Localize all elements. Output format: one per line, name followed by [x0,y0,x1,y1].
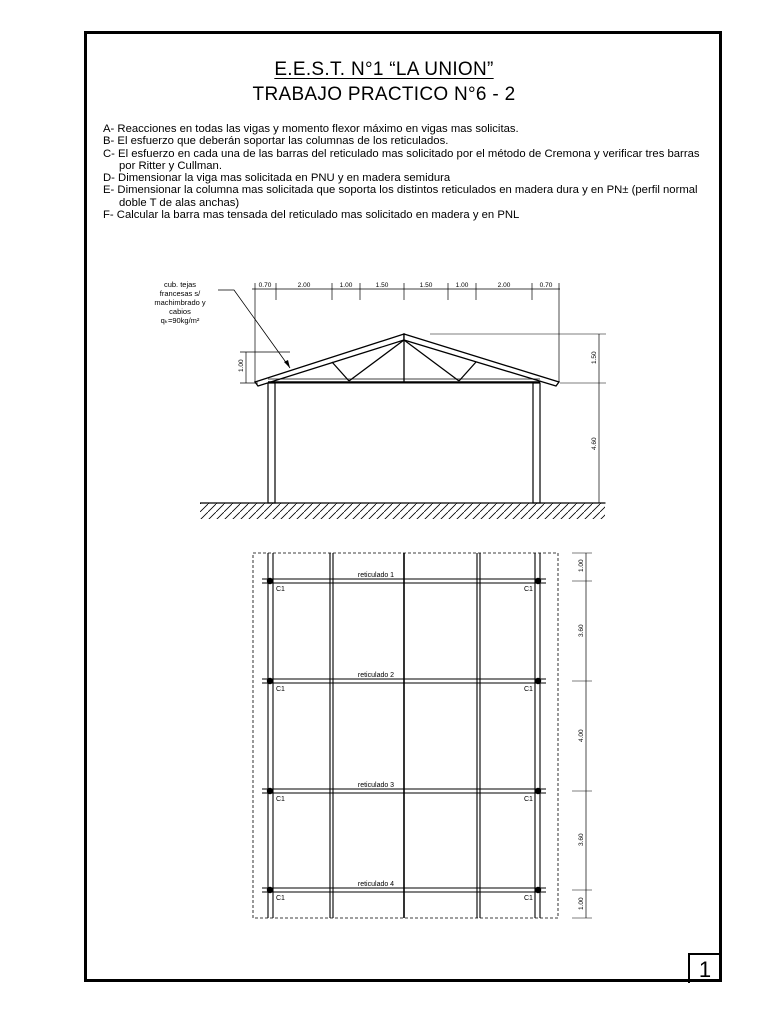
dim-label: 0.70 [258,282,272,289]
plan-view [253,553,592,918]
elevation-view [200,283,606,519]
plan-dim-label: 1.00 [578,559,585,572]
dim-label: 1.00 [455,282,469,289]
top-dimension-labels [259,282,553,289]
column-marker [535,578,541,584]
truss-diagonal [459,362,476,381]
left-column [268,383,275,503]
column-marker [535,788,541,794]
roof-note-line: qₖ=90kg/m² [160,316,200,325]
truss-label: reticulado 3 [357,782,395,789]
plan-outline-dashed [253,553,558,918]
task-item: B- El esfuerzo que deberán soportar las columnas de los reticulados. [103,135,449,148]
assignment-title: TRABAJO PRACTICO N°6 - 2 [252,84,516,105]
page-number: 1 [688,953,720,983]
ground-hatch [200,503,605,519]
column-marker [267,788,273,794]
column-marker [535,678,541,684]
dim-label: 1.50 [419,282,433,289]
truss-label: reticulado 4 [357,881,395,888]
roof-note-line: cub. tejas [163,280,197,289]
dim-label: 1.50 [375,282,389,289]
dim-label: 2.00 [297,282,311,289]
truss-labels [358,572,394,888]
roof-rafter-left [255,334,404,386]
dim-label: 2.00 [497,282,511,289]
roof-note-leader [218,290,290,368]
plan-dimension-labels [578,559,585,910]
roof-note-line: machimbrado y [154,298,206,307]
column-label: C1 [276,895,285,902]
column-label: C1 [524,686,533,693]
dim-label: 0.70 [539,282,553,289]
column-label: C1 [524,586,533,593]
plan-dim-label: 3.60 [578,833,585,846]
plan-dim-label: 1.00 [578,897,585,910]
column-label: C1 [524,895,533,902]
roof-rafter-right [404,334,559,386]
column-marker [267,578,273,584]
roof-note-line: cabios [169,307,191,316]
right-dim-label: 1.50 [591,351,598,364]
task-item: C- El esfuerzo en cada una de las barras del reticulado mas solicitado por el método de Cremona y verificar tres barras por Ritter y Cullman. [103,147,700,172]
truss-label: reticulado 2 [357,672,395,679]
column-marker [535,887,541,893]
task-item: D- Dimensionar la viga mas solicitada en PNU y en madera semidura [103,172,451,185]
column-marker [267,678,273,684]
plan-dim-label: 4.00 [578,729,585,742]
truss-diagonal [332,362,349,381]
column-label: C1 [276,686,285,693]
column-marker [267,887,273,893]
column-label: C1 [276,796,285,803]
roof-note-line: francesas s/ [159,289,201,298]
truss-label: reticulado 1 [357,572,395,579]
roof-note [154,280,206,325]
task-item: E- Dimensionar la columna mas solicitada que soporta los distintos reticulados en madera dura y en PN± (perfil normal doble T de alas anchas) [103,184,698,209]
dim-label: 1.00 [339,282,353,289]
task-item: A- Reacciones en todas las vigas y momento flexor máximo en vigas mas solicitas. [103,123,519,135]
column-label: C1 [524,796,533,803]
left-dim-label: 1.00 [238,359,245,372]
right-dim-label: 4.60 [591,437,598,450]
right-column [533,383,540,503]
column-label: C1 [276,586,285,593]
plan-dim-label: 3.60 [578,624,585,637]
task-item: F- Calcular la barra mas tensada del reticulado mas solicitado en madera y en PNL [103,209,520,222]
school-title: E.E.S.T. N°1 “LA UNION” [274,59,494,80]
